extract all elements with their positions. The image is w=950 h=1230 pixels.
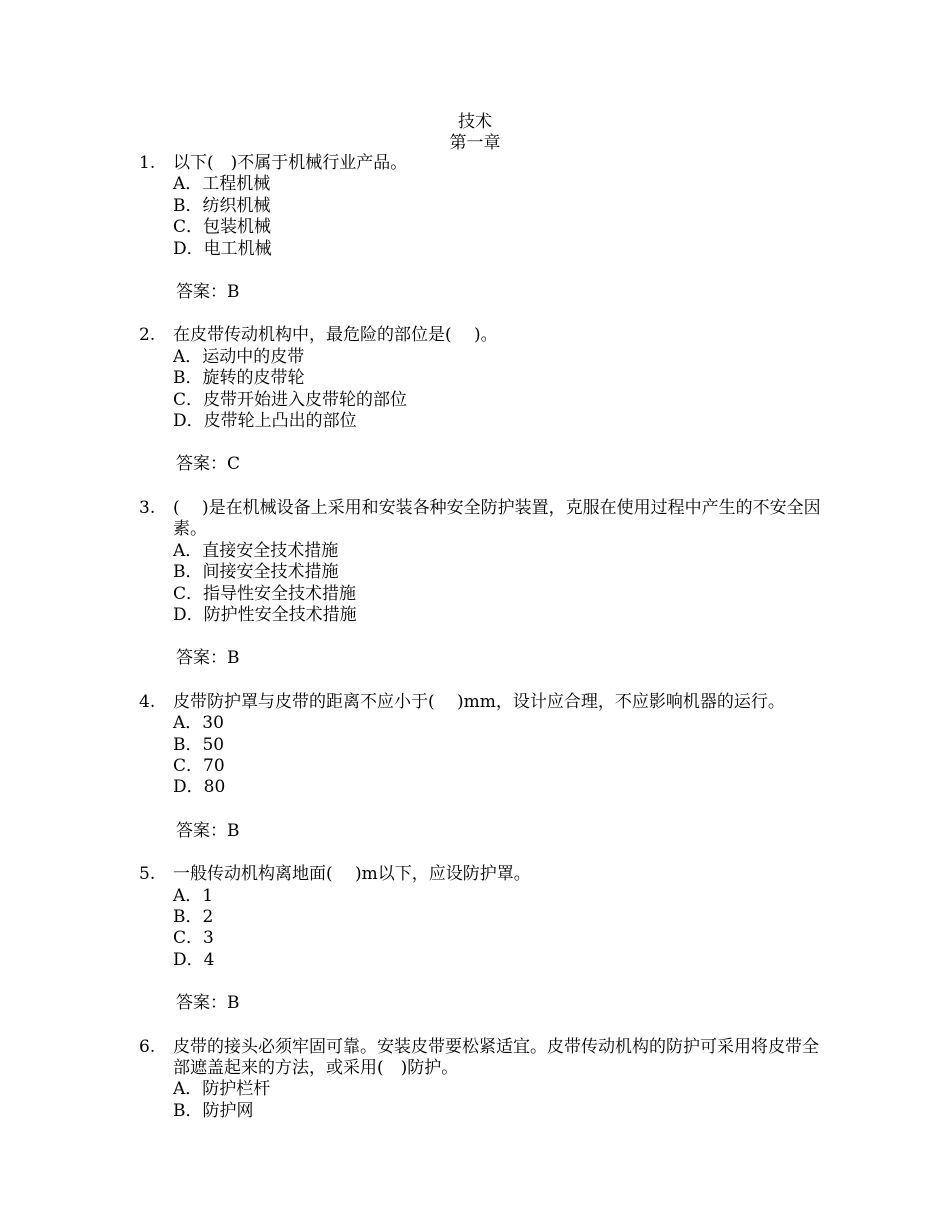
question-number: 2. xyxy=(139,325,156,346)
answer-option: A．防护栏杆 xyxy=(173,1079,271,1100)
question-number: 3. xyxy=(139,497,156,518)
question-line xyxy=(139,153,829,174)
answer-key: 答案：B xyxy=(176,993,240,1014)
answer-option: D．4 xyxy=(173,949,215,970)
answer-option: C．皮带开始进入皮带轮的部位 xyxy=(173,389,408,410)
answer-option: D．电工机械 xyxy=(173,238,272,259)
answer-option: B．纺织机械 xyxy=(173,195,271,216)
question-line xyxy=(139,864,829,885)
question-list xyxy=(139,153,829,1144)
answer-key: 答案：C xyxy=(176,454,241,475)
question-line xyxy=(139,498,829,541)
answer-key: 答案：B xyxy=(176,282,240,303)
question-item xyxy=(139,153,829,303)
answer-option: D．80 xyxy=(173,777,226,798)
question-line xyxy=(139,1037,829,1080)
question-text: 一般传动机构离地面( )m以下，应设防护罩。 xyxy=(173,864,531,885)
answer-option: B．2 xyxy=(173,906,214,927)
question-item xyxy=(139,692,829,842)
document-title: 技术 xyxy=(458,112,492,132)
question-text: 在皮带传动机构中，最危险的部位是( )。 xyxy=(173,325,498,346)
answer-option: A．运动中的皮带 xyxy=(173,346,305,367)
answer-option: D．皮带轮上凸出的部位 xyxy=(173,411,357,432)
answer-option: C．3 xyxy=(173,928,214,949)
question-item xyxy=(139,864,829,1014)
question-number: 4. xyxy=(139,691,156,712)
question-text: 皮带防护罩与皮带的距离不应小于( )mm，设计应合理，不应影响机器的运行。 xyxy=(173,691,785,712)
question-line xyxy=(139,692,829,713)
answer-option: A．1 xyxy=(173,885,214,906)
question-text: 皮带的接头必须牢固可靠。安装皮带要松紧适宜。皮带传动机构的防护可采用将皮带全部遮盖起来的方法，或采用( )防护。 xyxy=(173,1036,819,1078)
question-text: ( )是在机械设备上采用和安装各种安全防护装置，克服在使用过程中产生的不安全因素。 xyxy=(173,497,821,540)
question-number: 1. xyxy=(139,153,156,173)
answer-option: A．30 xyxy=(173,713,224,734)
question-line xyxy=(139,325,829,346)
chapter-heading: 第一章 xyxy=(449,133,501,153)
question-text: 以下( )不属于机械行业产品。 xyxy=(173,153,408,173)
question-item xyxy=(139,325,829,475)
answer-key: 答案：B xyxy=(176,648,240,669)
answer-option: A．工程机械 xyxy=(173,174,271,195)
answer-option: B．50 xyxy=(173,734,225,755)
title-block xyxy=(0,112,950,154)
answer-option: D．防护性安全技术措施 xyxy=(173,604,357,625)
answer-option: C．70 xyxy=(173,755,225,776)
answer-option: C．指导性安全技术措施 xyxy=(173,583,357,604)
answer-option: A．直接安全技术措施 xyxy=(173,540,339,561)
answer-option: B．防护网 xyxy=(173,1100,254,1121)
question-number: 5. xyxy=(139,864,156,885)
answer-key: 答案：B xyxy=(176,820,240,841)
question-number: 6. xyxy=(139,1036,156,1057)
question-item xyxy=(139,1037,829,1123)
answer-option: C．包装机械 xyxy=(173,217,272,238)
question-item xyxy=(139,498,829,670)
answer-option: B．间接安全技术措施 xyxy=(173,562,339,583)
answer-option: B．旋转的皮带轮 xyxy=(173,368,305,389)
